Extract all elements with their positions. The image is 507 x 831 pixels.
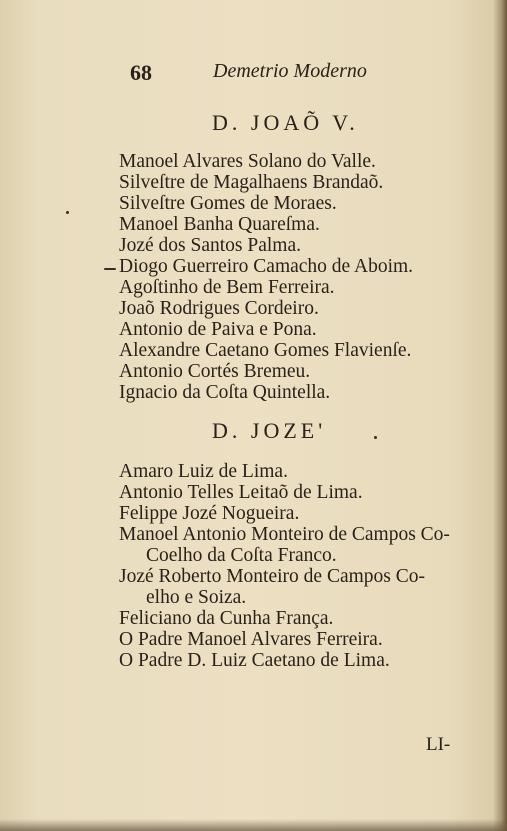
name-entry: Agoſtinho de Bem Ferreira. bbox=[119, 277, 335, 298]
name-entry: Manoel Banha Quareſma. bbox=[119, 214, 320, 235]
name-entry: Alexandre Caetano Gomes Flavienſe. bbox=[119, 340, 412, 361]
running-head: Demetrio Moderno bbox=[213, 60, 367, 82]
section-title-joao-v: D. JOAÕ V. bbox=[212, 110, 359, 135]
name-entry: Joaõ Rodrigues Cordeiro. bbox=[119, 298, 319, 319]
name-entry: Jozé dos Santos Palma. bbox=[119, 235, 301, 256]
name-entry: Manoel Antonio Monteiro de Campos Co- bbox=[119, 524, 450, 545]
name-entry: Silveſtre de Magalhaens Brandaõ. bbox=[119, 172, 384, 193]
catchword: LI- bbox=[426, 734, 451, 755]
name-entry: Felippe Jozé Nogueira. bbox=[119, 503, 300, 524]
section-title-joze: D. JOZE' bbox=[212, 418, 327, 443]
page-edge-shadow bbox=[0, 819, 507, 831]
name-entry: Silveſtre Gomes de Moraes. bbox=[119, 193, 337, 214]
ink-mark bbox=[104, 268, 116, 270]
name-entry: Amaro Luiz de Lima. bbox=[119, 461, 288, 482]
page-number: 68 bbox=[130, 60, 152, 85]
name-entry: Manoel Alvares Solano do Valle. bbox=[119, 151, 376, 172]
name-entry: Feliciano da Cunha França. bbox=[119, 608, 334, 629]
name-entry: O Padre Manoel Alvares Ferreira. bbox=[119, 629, 383, 650]
ink-speck bbox=[374, 436, 377, 439]
name-entry: Antonio Telles Leitaõ de Lima. bbox=[119, 482, 363, 503]
name-entry: Diogo Guerreiro Camacho de Aboim. bbox=[119, 256, 414, 277]
name-entry: Antonio de Paiva e Pona. bbox=[119, 319, 317, 340]
name-entry: O Padre D. Luiz Caetano de Lima. bbox=[119, 650, 390, 671]
ink-speck bbox=[66, 211, 69, 214]
name-entry: Antonio Cortés Bremeu. bbox=[119, 361, 311, 382]
name-entry-continuation: elho e Soiza. bbox=[146, 587, 247, 608]
name-entry-continuation: Coelho da Coſta Franco. bbox=[146, 545, 337, 566]
name-entry: Jozé Roberto Monteiro de Campos Co- bbox=[119, 566, 425, 587]
name-entry: Ignacio da Coſta Quintella. bbox=[119, 382, 331, 403]
